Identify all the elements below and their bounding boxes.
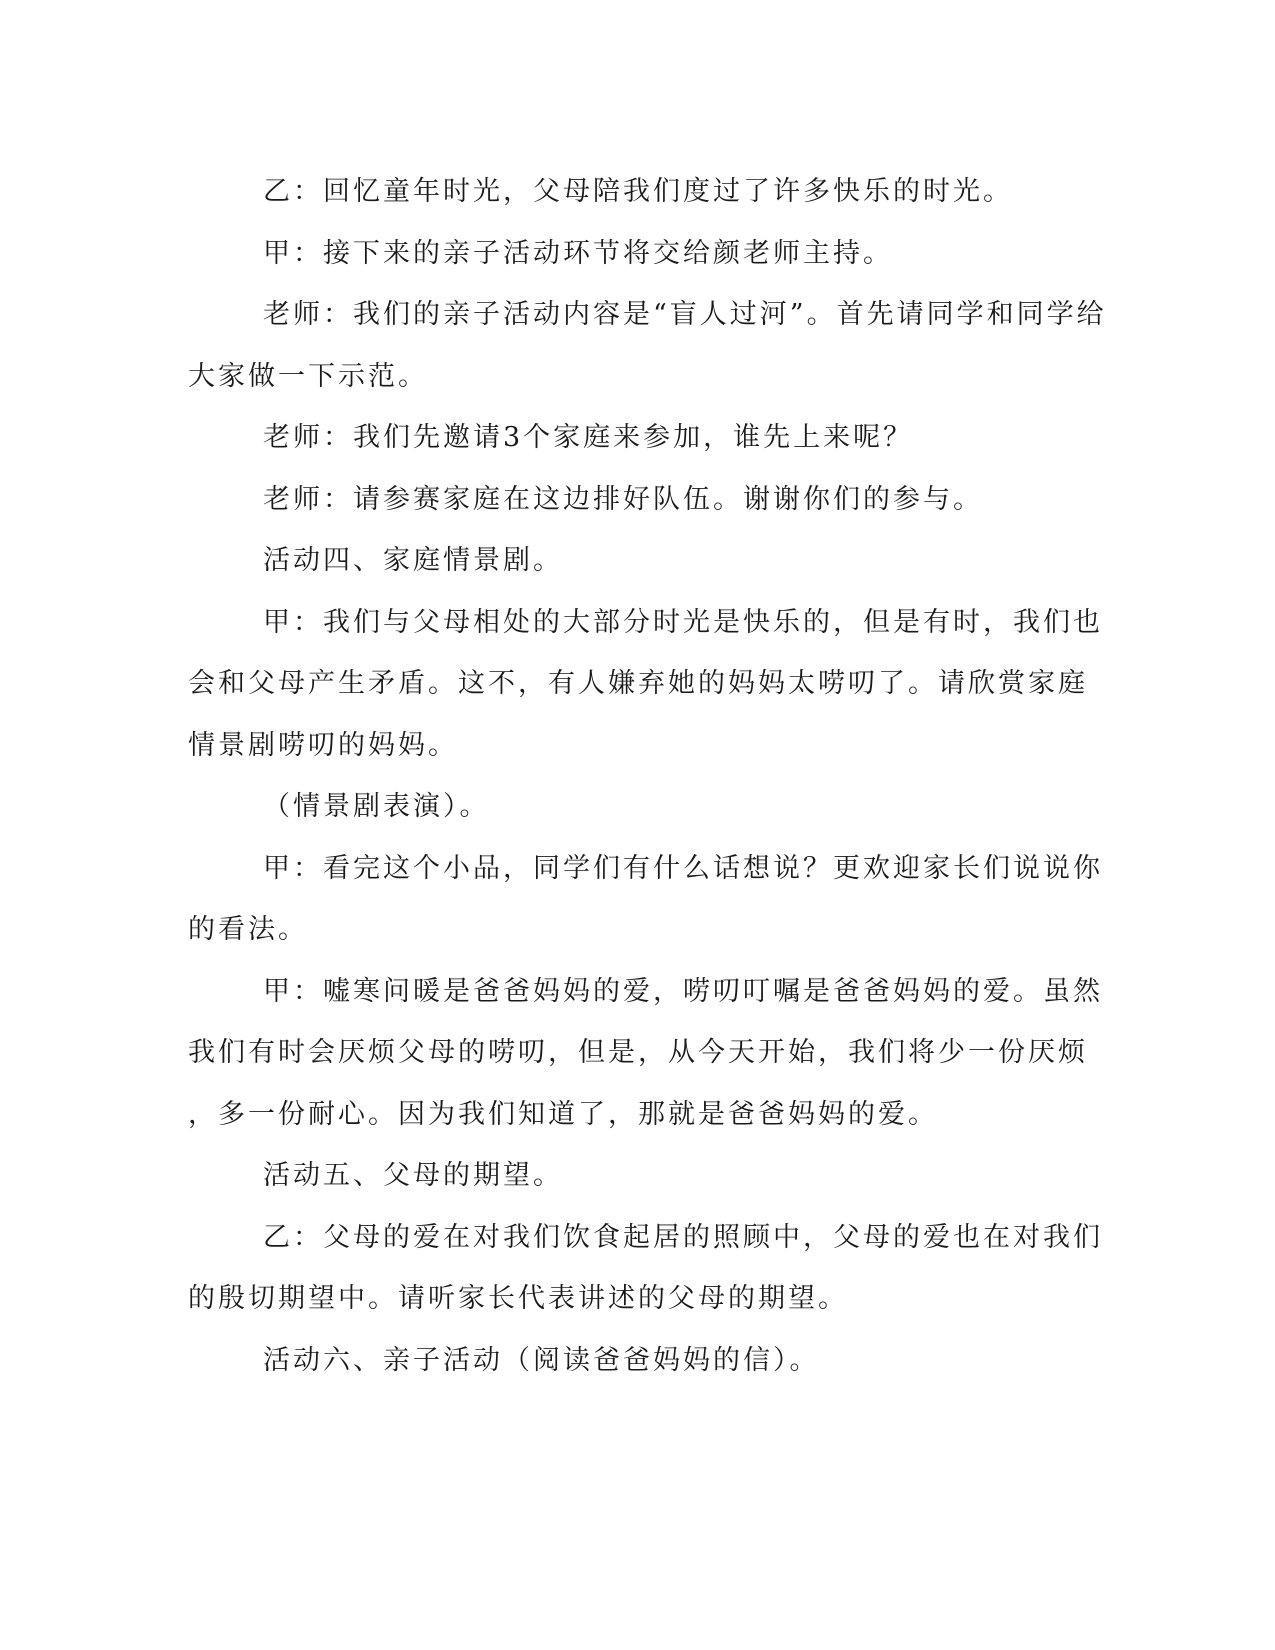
text-line: 乙：回忆童年时光，父母陪我们度过了许多快乐的时光。 (263, 176, 1013, 207)
text-line: 大家做一下示范。 (188, 360, 428, 392)
section-heading: 活动五、父母的期望。 (263, 1160, 563, 1191)
text-line: 甲：看完这个小品，同学们有什么话想说？更欢迎家长们说说你 (263, 852, 1103, 884)
text-line: 甲：嘘寒问暖是爸爸妈妈的爱，唠叨叮嘱是爸爸妈妈的爱。虽然 (263, 975, 1103, 1007)
text-line: 老师：请参赛家庭在这边排好队伍。谢谢你们的参与。 (263, 483, 983, 515)
stage-direction: （情景剧表演）。 (263, 791, 490, 822)
text-line: 情景剧唠叨的妈妈。 (188, 729, 458, 761)
document-body (188, 161, 1107, 1391)
text-line: 老师：我们先邀请3个家庭来参加，谁先上来呢？ (263, 422, 914, 453)
text-line: ，多一份耐心。因为我们知道了，那就是爸爸妈妈的爱。 (188, 1098, 938, 1130)
text-line: 乙：父母的爱在对我们饮食起居的照顾中，父母的爱也在对我们 (263, 1221, 1103, 1253)
text-line: 的看法。 (188, 914, 308, 945)
section-heading: 活动六、亲子活动（阅读爸爸妈妈的信）。 (263, 1344, 820, 1376)
text-line: 会和父母产生矛盾。这不，有人嫌弃她的妈妈太唠叨了。请欣赏家庭 (188, 668, 1088, 699)
section-heading: 活动四、家庭情景剧。 (263, 545, 563, 576)
text-line: 老师：我们的亲子活动内容是“盲人过河”。首先请同学和同学给 (263, 299, 1107, 330)
text-line: 我们有时会厌烦父母的唠叨，但是，从今天开始，我们将少一份厌烦 (188, 1037, 1088, 1068)
text-line: 的殷切期望中。请听家长代表讲述的父母的期望。 (188, 1283, 848, 1314)
text-line: 甲：接下来的亲子活动环节将交给颜老师主持。 (263, 237, 893, 269)
text-line: 甲：我们与父母相处的大部分时光是快乐的，但是有时，我们也 (263, 606, 1103, 638)
